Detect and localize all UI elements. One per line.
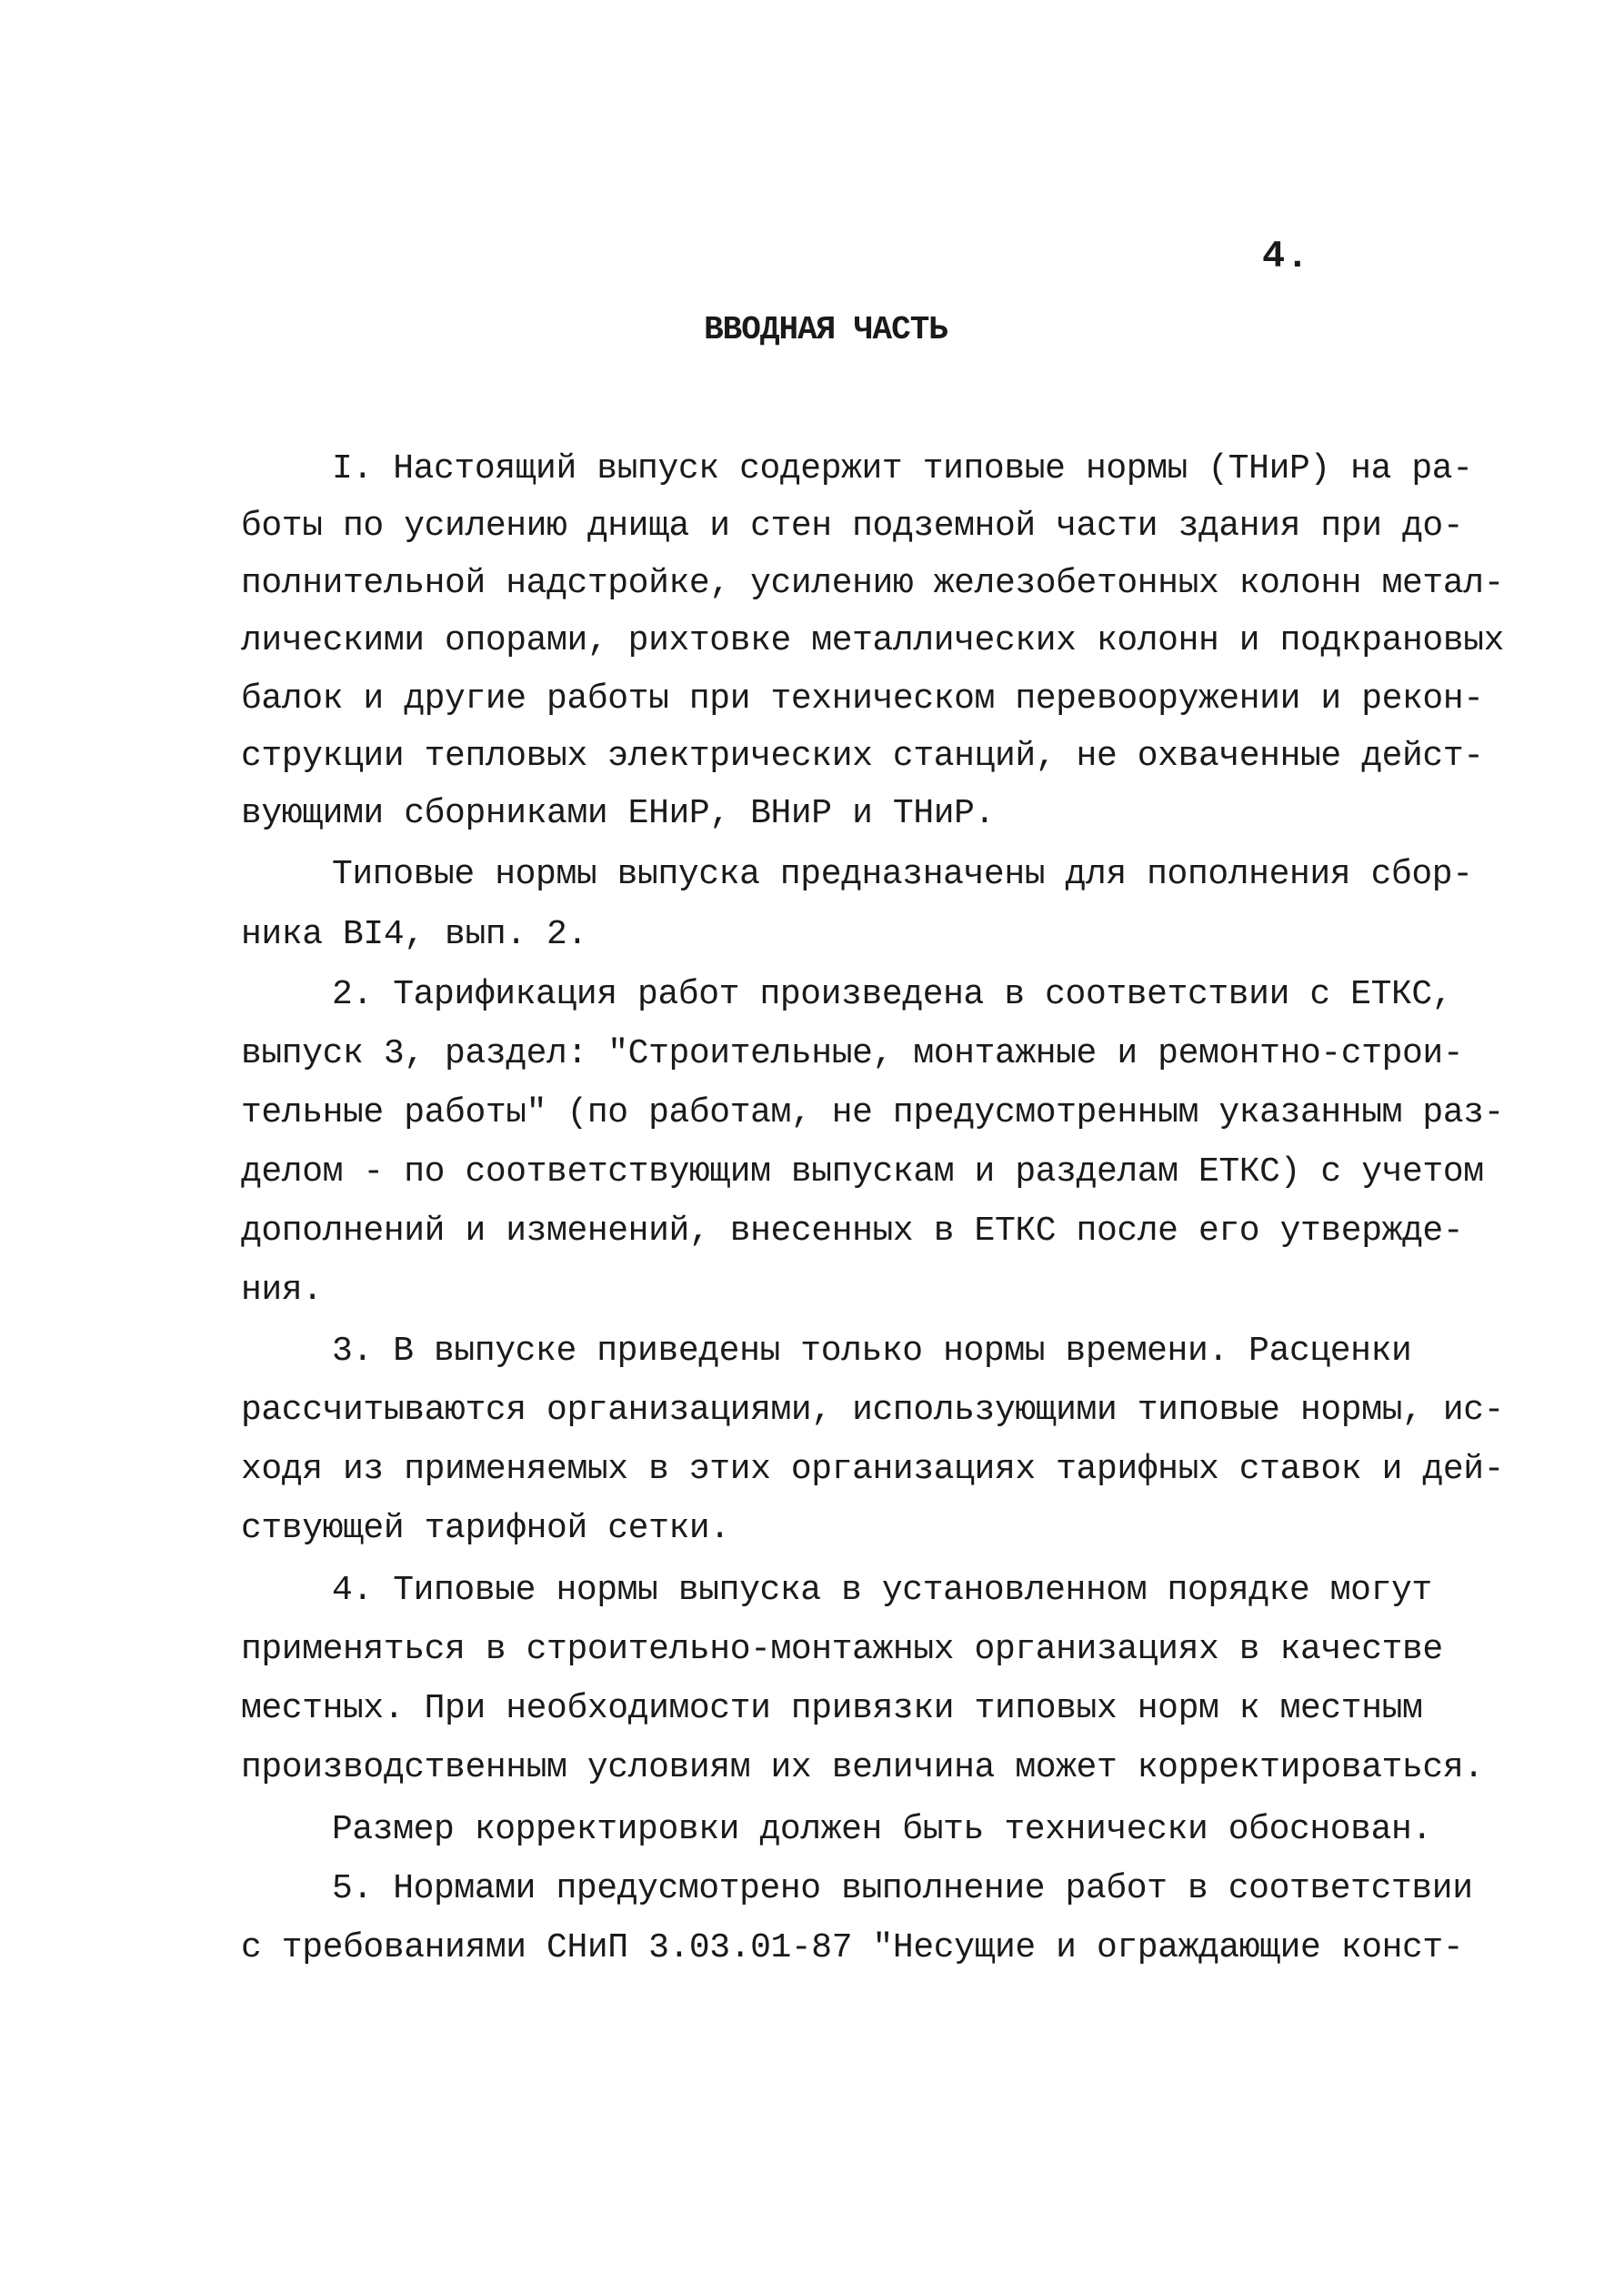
page-number: 4. [1262, 235, 1310, 278]
text-line: лическими опорами, рихтовке металлических колонн и подкрановых [241, 621, 1505, 660]
section-heading: ВВОДНАЯ ЧАСТЬ [704, 311, 947, 348]
text-line: ходя из применяемых в этих организациях тарифных ставок и дей- [241, 1450, 1505, 1489]
text-line: 2. Тарификация работ произведена в соответствии с ЕТКС, [332, 975, 1453, 1014]
text-line: ника BI4, вып. 2. [241, 915, 587, 954]
text-line: делом - по соответствующим выпускам и разделам ЕТКС) с учетом [241, 1152, 1484, 1192]
text-line: ствующей тарифной сетки. [241, 1509, 730, 1548]
text-line: 3. В выпуске приведены только нормы времени. Расценки [332, 1332, 1412, 1371]
text-line: применяться в строительно-монтажных организациях в качестве [241, 1630, 1443, 1669]
text-line: Размер корректировки должен быть технически обоснован. [332, 1810, 1432, 1849]
text-line: Типовые нормы выпуска предназначены для пополнения сбор- [332, 855, 1473, 894]
text-line: с требованиями СНиП 3.03.01-87 "Несущие и ограждающие конст- [241, 1928, 1464, 1967]
text-line: боты по усилению днища и стен подземной части здания при до- [241, 507, 1464, 546]
text-line: местных. При необходимости привязки типовых норм к местным [241, 1689, 1423, 1728]
text-line: струкции тепловых электрических станций, не охваченные дейст- [241, 737, 1484, 776]
text-line: выпуск 3, раздел: "Строительные, монтажные и ремонтно-строи- [241, 1034, 1464, 1073]
text-line: балок и другие работы при техническом перевооружении и рекон- [241, 679, 1484, 719]
text-line: дополнений и изменений, внесенных в ЕТКС после его утвержде- [241, 1212, 1464, 1251]
text-line: 5. Нормами предусмотрено выполнение работ в соответствии [332, 1869, 1473, 1908]
text-line: 4. Типовые нормы выпуска в установленном порядке могут [332, 1571, 1432, 1610]
text-line: рассчитываются организациями, использующими типовые нормы, ис- [241, 1391, 1505, 1430]
text-line: ния. [241, 1271, 323, 1310]
text-line: производственным условиям их величина может корректироваться. [241, 1748, 1484, 1787]
text-line: тельные работы" (по работам, не предусмотренным указанным раз- [241, 1093, 1505, 1132]
text-line: I. Настоящий выпуск содержит типовые нормы (ТНиР) на ра- [332, 449, 1473, 488]
text-line: полнительной надстройке, усилению железобетонных колонн метал- [241, 564, 1505, 603]
text-line: вующими сборниками ЕНиР, ВНиР и ТНиР. [241, 794, 995, 833]
